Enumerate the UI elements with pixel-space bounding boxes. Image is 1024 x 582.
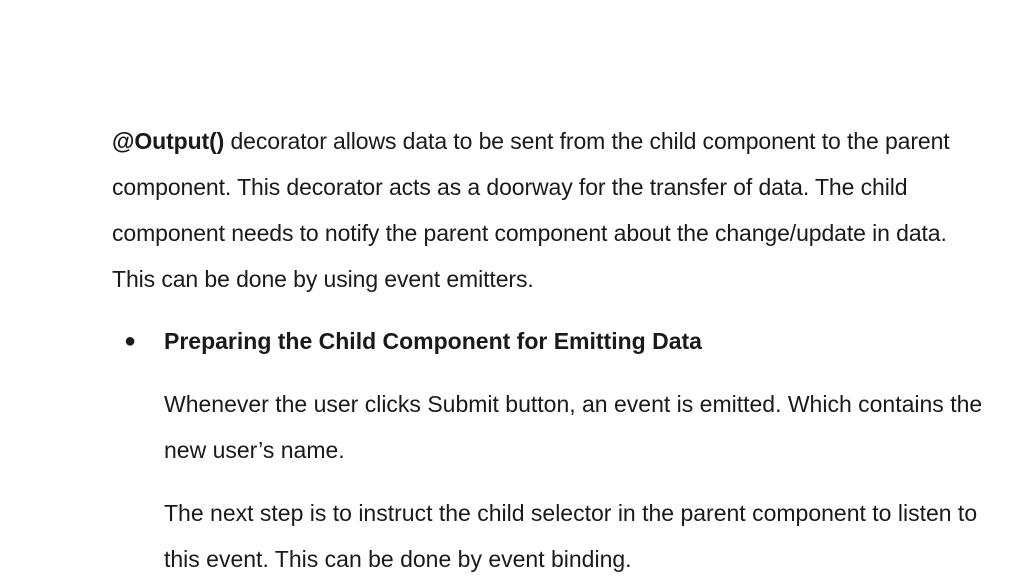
document-page — [112, 118, 992, 582]
bullet-list — [112, 318, 992, 582]
bullet-icon: ● — [124, 330, 137, 352]
intro-text: decorator allows data to be sent from the child component to the parent component. This decorator acts as a doorway for the transfer of data. The child component needs to notify the parent component about the change/update in data. This can be done by using event emitters. — [112, 128, 950, 292]
bullet-heading: Preparing the Child Component for Emitting Data — [164, 328, 702, 354]
bullet-paragraph-2: The next step is to instruct the child selector in the parent component to listen to this event. This can be done by event binding. — [164, 500, 978, 572]
list-item — [112, 318, 992, 582]
intro-paragraph — [112, 118, 992, 302]
bullet-paragraph-1: Whenever the user clicks Submit button, an event is emitted. Which contains the new user’s name. — [164, 391, 983, 463]
output-decorator-term: @Output() — [112, 128, 225, 154]
